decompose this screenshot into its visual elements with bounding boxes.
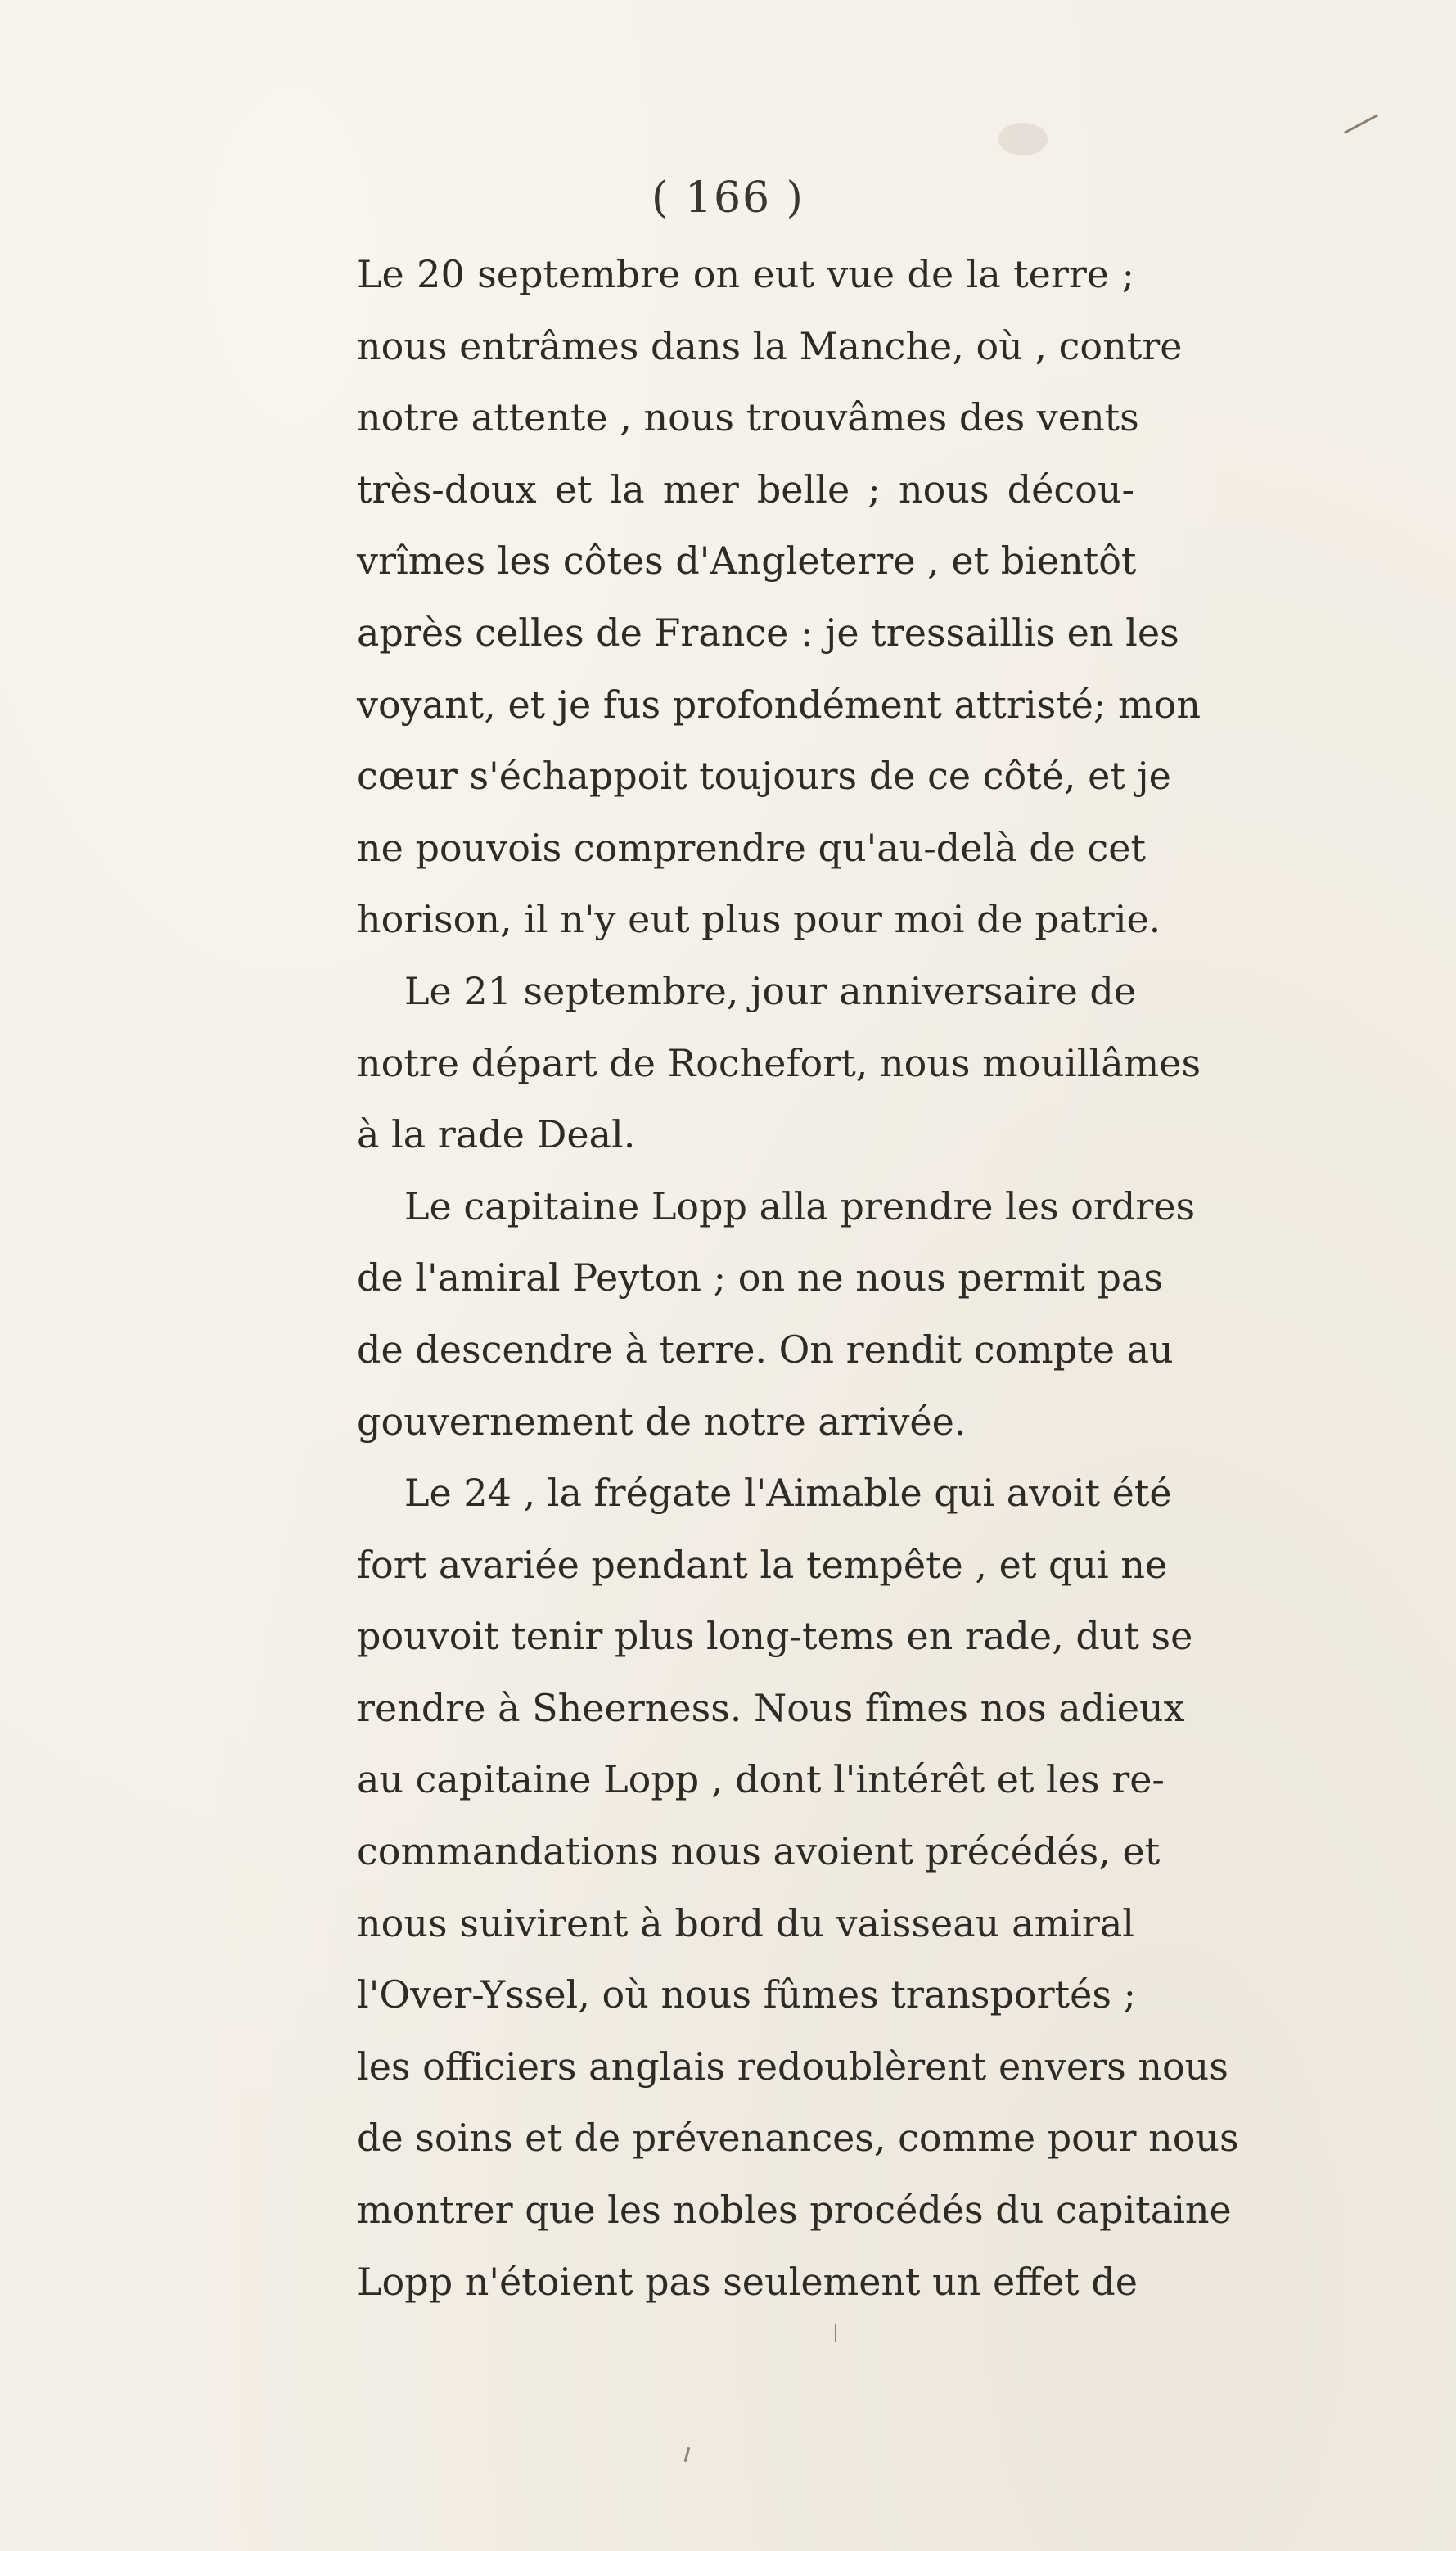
- text-line: commandations nous avoient précédés, et: [357, 1829, 1161, 1874]
- text-line: Le 21 septembre, jour anniversaire de: [404, 968, 1137, 1013]
- text-line: pouvoit tenir plus long-tems en rade, dut se: [357, 1614, 1193, 1659]
- text-line: vrîmes les côtes d'Angleterre , et bientôt: [357, 539, 1137, 584]
- text-line: après celles de France : je tressaillis en les: [357, 610, 1179, 655]
- pencil-mark: [835, 2324, 836, 2342]
- page-number: ( 166 ): [651, 174, 805, 223]
- text-line: nous suivirent à bord du vaisseau amiral: [357, 1900, 1134, 1945]
- text-line: Le 20 septembre on eut vue de la terre ;: [357, 252, 1134, 296]
- text-line: montrer que les nobles procédés du capitaine: [357, 2188, 1232, 2233]
- text-line: de l'amiral Peyton ; on ne nous permit pas: [357, 1255, 1163, 1300]
- text-line: fort avariée pendant la tempête , et qui ne: [357, 1542, 1168, 1587]
- text-line: Lopp n'étoient pas seulement un effet de: [357, 2259, 1138, 2304]
- text-line: l'Over-Yssel, où nous fûmes transportés ;: [357, 1972, 1137, 2017]
- text-line: gouvernement de notre arrivée.: [357, 1399, 967, 1444]
- pencil-mark: [684, 2447, 691, 2462]
- text-line: rendre à Sheerness. Nous fîmes nos adieux: [357, 1685, 1185, 1730]
- text-line: à la rade Deal.: [357, 1112, 636, 1157]
- text-line: nous entrâmes dans la Manche, où , contre: [357, 323, 1183, 368]
- text-line: cœur s'échappoit toujours de ce côté, et je: [357, 754, 1171, 799]
- text-line: les officiers anglais redoublèrent envers nous: [357, 2044, 1228, 2089]
- text-line: ne pouvois comprendre qu'au-delà de cet: [357, 825, 1147, 870]
- text-line: de descendre à terre. On rendit compte au: [357, 1327, 1174, 1372]
- text-line: notre attente , nous trouvâmes des vents: [357, 395, 1139, 440]
- body-text: [357, 239, 1239, 2318]
- pencil-mark: [1344, 114, 1378, 133]
- text-line: voyant, et je fus profondément attristé; mon: [357, 682, 1201, 727]
- text-line: de soins et de prévenances, comme pour nous: [357, 2116, 1239, 2161]
- text-line: notre départ de Rochefort, nous mouillâmes: [357, 1040, 1201, 1085]
- text-line: au capitaine Lopp , dont l'intérêt et les re-: [357, 1757, 1165, 1802]
- text-line: très-doux et la mer belle ; nous décou-: [357, 466, 1134, 512]
- text-line: horison, il n'y eut plus pour moi de patrie.: [357, 897, 1161, 942]
- text-line: Le capitaine Lopp alla prendre les ordres: [404, 1183, 1196, 1228]
- paper-stain: [998, 123, 1048, 155]
- text-line: Le 24 , la frégate l'Aimable qui avoit été: [404, 1471, 1172, 1516]
